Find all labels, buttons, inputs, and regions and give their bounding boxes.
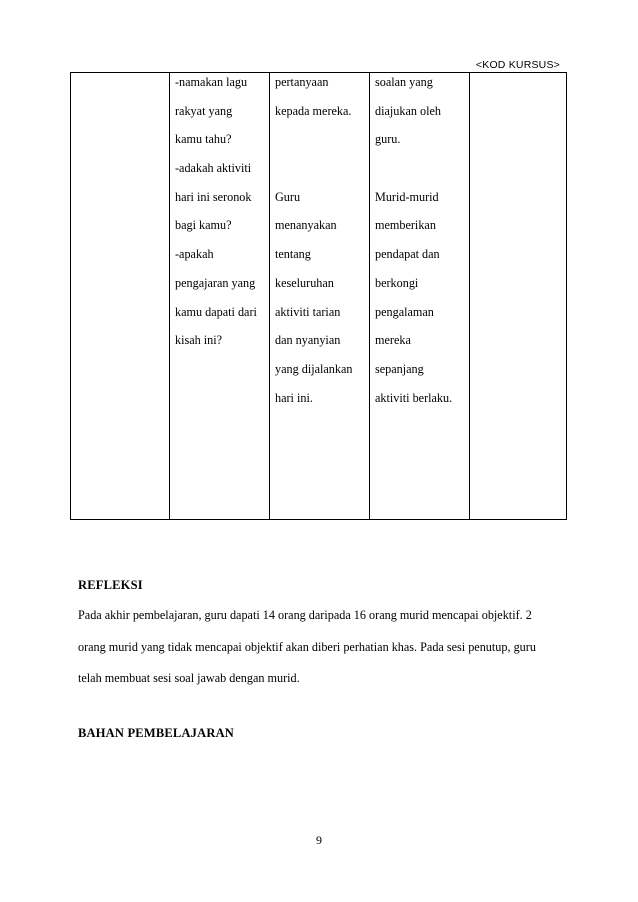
table-cell-line [375,159,466,188]
table-cell-line: soalan yang [375,75,433,89]
table-cell-line: tentang [275,247,311,262]
table-cell-line: guru. [375,132,401,147]
table-cell-lines [175,73,266,360]
table-column-4 [370,73,470,519]
table-column-3 [270,73,370,519]
table-cell-line: Guru [275,189,301,204]
lesson-table [70,72,567,520]
table-cell-line: aktiviti tarian [275,304,341,319]
table-cell-line: dan nyanyian [275,333,341,348]
table-cell-line: pengalaman [375,304,434,319]
course-code-header: <KOD KURSUS> [475,59,560,71]
table-cell-line: hari ini. [275,390,313,405]
table-column-5 [470,73,566,519]
table-column-2 [170,73,270,519]
table-cell-line: -apakah [175,247,214,262]
table-cell-line: -adakah aktiviti [175,161,252,176]
page-number: 9 [316,833,322,847]
table-cell-line: aktiviti berlaku. [375,390,453,405]
table-cell-line: menanyakan [275,218,337,233]
table-cell-line: kepada mereka. [275,103,352,118]
table-cell-line: pertanyaan [275,75,329,89]
table-cell-line: yang dijalankan [275,361,353,376]
table-cell-line: rakyat yang [175,103,233,118]
table-cell-line: pendapat dan [375,247,440,262]
refleksi-line: Pada akhir pembelajaran, guru dapati 14 orang daripada 16 orang murid mencapai objektif. 2 [78,608,532,622]
table-cell-line: sepanjang [375,361,424,376]
bahan-pembelajaran-heading: BAHAN PEMBELAJARAN [78,726,235,740]
table-column-1 [71,73,170,519]
table-cell-line: kamu tahu? [175,132,232,147]
table-cell-line: kisah ini? [175,333,223,348]
table-cell-line: Murid-murid [375,189,439,204]
table-cell-line: memberikan [375,218,436,233]
table-cell-line: -namakan lagu [175,75,248,89]
table-cell-line [275,159,366,188]
table-cell-line: berkongi [375,275,419,290]
table-cell-line: diajukan oleh [375,103,441,118]
refleksi-line: orang murid yang tidak mencapai objektif akan diberi perhatian khas. Pada sesi penutup, guru [78,640,536,654]
table-cell-lines [375,73,466,417]
refleksi-heading: REFLEKSI [78,578,143,592]
table-cell-line: keseluruhan [275,275,334,290]
table-cell-line: mereka [375,333,411,348]
table-cell-line: bagi kamu? [175,218,232,233]
table-cell-line: pengajaran yang [175,275,256,290]
table-cell-lines [275,73,366,417]
table-cell-line [275,130,366,159]
refleksi-line: telah membuat sesi soal jawab dengan murid. [78,671,300,685]
table-cell-line: hari ini seronok [175,189,252,204]
table-cell-line: kamu dapati dari [175,304,257,319]
